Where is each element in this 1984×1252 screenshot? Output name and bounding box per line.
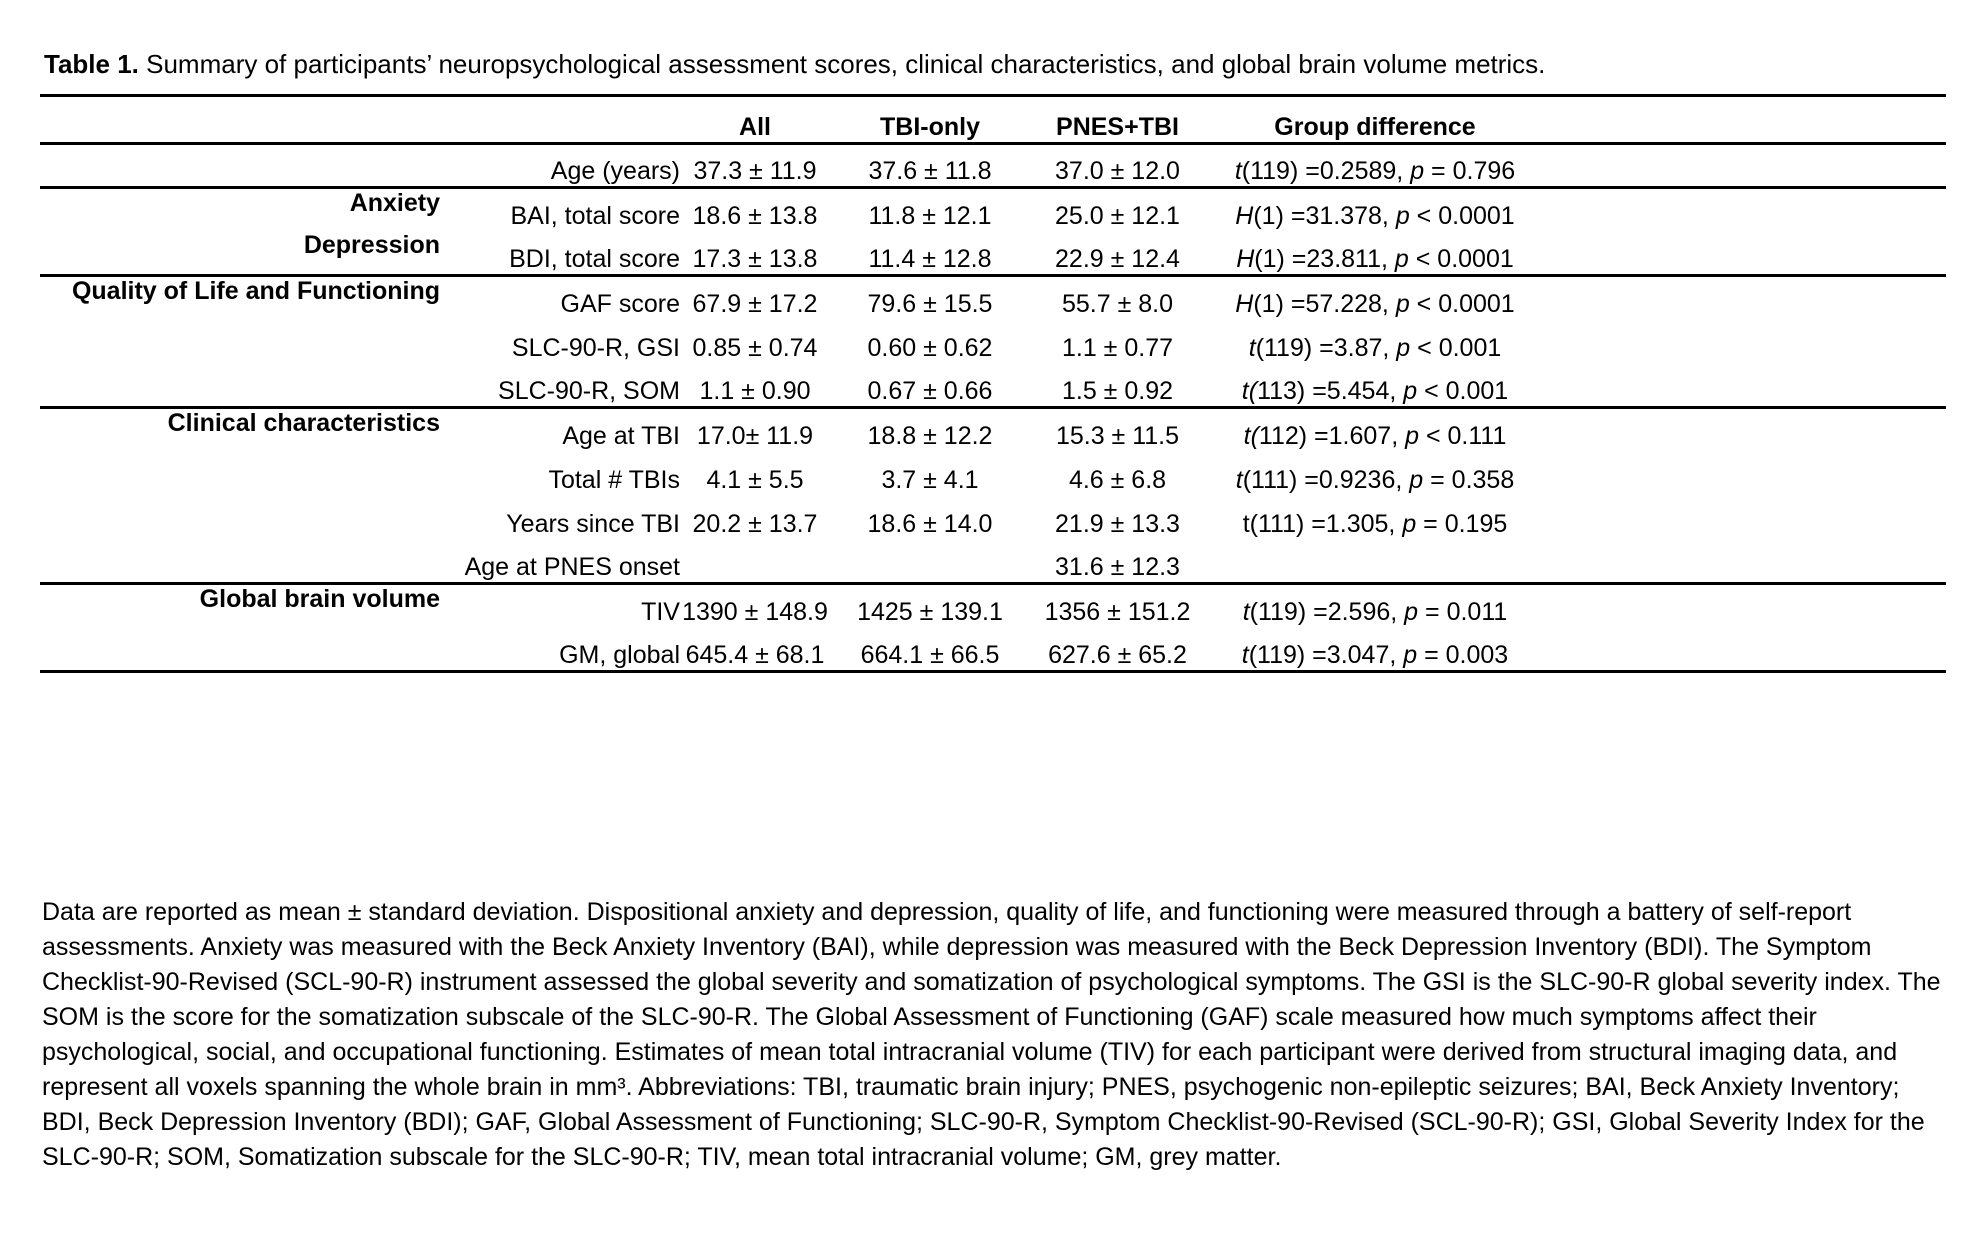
column-header-tbi-only: TBI-only xyxy=(830,95,1030,143)
column-header-row-label xyxy=(440,95,680,143)
stat-text-segment: p xyxy=(1405,422,1420,451)
category-cell xyxy=(40,539,440,583)
value-cell-tbi-only: 0.60 ± 0.62 xyxy=(867,334,993,363)
value-cell-all: 67.9 ± 17.2 xyxy=(692,290,818,319)
row-label-cell: BAI, total score xyxy=(510,202,680,231)
value-cell-all: 20.2 ± 13.7 xyxy=(692,510,818,539)
stat-text-segment: t xyxy=(1242,598,1250,627)
stat-text-segment: t xyxy=(1248,334,1256,363)
stat-text-segment: p xyxy=(1402,510,1417,539)
stat-text-segment: H xyxy=(1236,244,1255,273)
row-label-cell: Years since TBI xyxy=(506,510,680,539)
row-label-cell: GM, global xyxy=(440,627,680,671)
table-caption-label: Table 1. xyxy=(44,49,139,79)
stat-text-segment: p xyxy=(1410,156,1425,185)
row-label-cell: TIV xyxy=(641,598,680,627)
value-cell-tbi-only: 1425 ± 139.1 xyxy=(857,598,1003,627)
table-footnote: Data are reported as mean ± standard deviation. Dispositional anxiety and depression, quality of life, and functioning were measured through a battery of self-report assessments. Anxiety was measured with the Beck Anxiety Inventory (BAI), while depression was measured with the Beck Depression Inventory (BDI). The Symptom Checklist-90-Revised (SCL-90-R) instrument assessed the global severity and somatization of psychological symptoms. The GSI is the SLC-90-R global severity index. The SOM is the score for the somatization subscale of the SLC-90-R. The Global Assessment of Functioning (GAF) scale measured how much symptoms affect their psychological, social, and occupational functioning. Estimates of mean total intracranial volume (TIV) for each participant were derived from structural imaging data, and represent all voxels spanning the whole brain in mm³. Abbreviations: TBI, traumatic brain injury; PNES, psychogenic non-epileptic seizures; BAI, Beck Anxiety Inventory; BDI, Beck Depression Inventory (BDI); GAF, Global Assessment of Functioning; SLC-90-R, Symptom Checklist-90-Revised (SCL-90-R); GSI, Global Severity Index for the SLC-90-R; SOM, Somatization subscale for the SLC-90-R; TIV, mean total intracranial volume; GM, grey matter. xyxy=(42,897,1941,1171)
value-cell-all: 645.4 ± 68.1 xyxy=(680,627,830,671)
stat-text-segment: = 0.011 xyxy=(1418,598,1508,627)
table-body xyxy=(40,143,1946,671)
stat-text-segment: (119) =0.2589, xyxy=(1241,156,1411,185)
stat-text-segment: t( xyxy=(1241,376,1258,405)
column-header-all: All xyxy=(680,95,830,143)
category-cell xyxy=(40,627,440,671)
value-cell-all: 18.6 ± 13.8 xyxy=(692,202,818,231)
stat-text-segment: < 0.111 xyxy=(1419,422,1507,451)
stat-text-segment: p xyxy=(1403,376,1418,405)
stat-text-segment: (1) =23.811, xyxy=(1254,244,1395,273)
table-row xyxy=(40,275,1946,319)
spacer-cell xyxy=(1545,275,1946,319)
group-difference-cell xyxy=(1205,627,1545,671)
table-row xyxy=(40,187,1946,231)
value-cell-all: 1.1 ± 0.90 xyxy=(680,363,830,407)
column-header-spacer xyxy=(1545,95,1946,143)
value-cell-pnes-tbi: 1.1 ± 0.77 xyxy=(1061,334,1174,363)
category-cell: Depression xyxy=(40,231,440,275)
value-cell-tbi-only: 11.4 ± 12.8 xyxy=(830,231,1030,275)
value-cell-pnes-tbi: 55.7 ± 8.0 xyxy=(1061,290,1174,319)
row-label-cell: Total # TBIs xyxy=(548,466,680,495)
stat-text-segment: < 0.0001 xyxy=(1409,202,1515,231)
value-cell-tbi-only xyxy=(830,539,1030,583)
stat-text-segment: H xyxy=(1235,202,1254,231)
category-cell: Clinical characteristics xyxy=(167,408,440,437)
stat-text-segment: = 0.195 xyxy=(1416,510,1508,539)
value-cell-all: 1390 ± 148.9 xyxy=(682,598,828,627)
spacer-cell xyxy=(1545,495,1946,539)
stat-text-segment: p xyxy=(1394,244,1409,273)
stat-text-segment: 112) =1.607, xyxy=(1258,422,1406,451)
group-difference-cell xyxy=(1205,231,1545,275)
value-cell-pnes-tbi: 31.6 ± 12.3 xyxy=(1030,539,1205,583)
value-cell-pnes-tbi: 25.0 ± 12.1 xyxy=(1055,202,1180,231)
group-difference-cell xyxy=(1205,275,1545,319)
spacer-cell xyxy=(1545,583,1946,627)
stat-text-segment: (119) =3.047, xyxy=(1248,640,1404,669)
spacer-cell xyxy=(1545,187,1946,231)
category-cell xyxy=(40,495,440,539)
stat-text-segment: (1) =57.228, xyxy=(1253,290,1396,319)
table-row xyxy=(40,495,1946,539)
stat-text-segment: t( xyxy=(1243,422,1259,451)
column-header-group-difference: Group difference xyxy=(1205,95,1545,143)
table-row xyxy=(40,451,1946,495)
group-difference-cell xyxy=(1205,319,1545,363)
value-cell-pnes-tbi: 15.3 ± 11.5 xyxy=(1055,422,1180,451)
table-caption xyxy=(44,50,1944,80)
value-cell-all: 0.85 ± 0.74 xyxy=(692,334,818,363)
value-cell-tbi-only: 18.8 ± 12.2 xyxy=(867,422,993,451)
value-cell-pnes-tbi: 21.9 ± 13.3 xyxy=(1055,510,1180,539)
stat-text-segment: p xyxy=(1395,202,1410,231)
group-difference-cell xyxy=(1205,143,1545,187)
stat-text-segment: < 0.0001 xyxy=(1409,290,1515,319)
stat-text-segment: p xyxy=(1395,290,1410,319)
group-difference-cell xyxy=(1205,451,1545,495)
row-label-cell: GAF score xyxy=(560,290,680,319)
value-cell-all: 17.3 ± 13.8 xyxy=(680,231,830,275)
stat-text-segment: H xyxy=(1235,290,1254,319)
spacer-cell xyxy=(1545,627,1946,671)
value-cell-all: 17.0± 11.9 xyxy=(696,422,814,451)
stat-text-segment: p xyxy=(1404,598,1419,627)
category-cell xyxy=(40,451,440,495)
value-cell-tbi-only: 3.7 ± 4.1 xyxy=(881,466,979,495)
group-difference-cell xyxy=(1205,583,1545,627)
table-row xyxy=(40,583,1946,627)
value-cell-all: 4.1 ± 5.5 xyxy=(706,466,804,495)
table-row xyxy=(40,539,1946,583)
value-cell-pnes-tbi: 4.6 ± 6.8 xyxy=(1068,466,1167,495)
stat-text-segment: p xyxy=(1396,334,1411,363)
value-cell-pnes-tbi: 22.9 ± 12.4 xyxy=(1030,231,1205,275)
stat-text-segment: t xyxy=(1241,640,1249,669)
stat-text-segment: t xyxy=(1234,156,1242,185)
table-row xyxy=(40,319,1946,363)
value-cell-all xyxy=(680,539,830,583)
stat-text-segment: = 0.358 xyxy=(1423,466,1515,495)
group-difference-cell xyxy=(1205,495,1545,539)
column-header-category xyxy=(40,95,440,143)
spacer-cell xyxy=(1545,363,1946,407)
spacer-cell xyxy=(1545,231,1946,275)
table-row xyxy=(40,407,1946,451)
category-cell xyxy=(40,363,440,407)
stat-text-segment: < 0.0001 xyxy=(1408,244,1514,273)
table-row xyxy=(40,231,1946,275)
stat-text-segment: (1) =31.378, xyxy=(1253,202,1396,231)
table-header-row xyxy=(40,95,1946,143)
category-cell: Anxiety xyxy=(349,188,440,217)
spacer-cell xyxy=(1545,451,1946,495)
table-row xyxy=(40,143,1946,187)
spacer-cell xyxy=(1545,143,1946,187)
group-difference-cell xyxy=(1205,407,1545,451)
table-row xyxy=(40,627,1946,671)
stat-text-segment: < 0.001 xyxy=(1417,376,1509,405)
spacer-cell xyxy=(1545,319,1946,363)
stat-text-segment: p xyxy=(1403,640,1418,669)
stat-text-segment: < 0.001 xyxy=(1410,334,1502,363)
summary-table xyxy=(40,94,1946,673)
stat-text-segment: (119) =2.596, xyxy=(1249,598,1405,627)
table-caption-text: Summary of participants’ neuropsychological assessment scores, clinical characteristics, and global brain volume metrics. xyxy=(138,49,1546,79)
category-cell xyxy=(40,319,440,363)
value-cell-all: 37.3 ± 11.9 xyxy=(680,143,830,187)
row-label-cell: Age (years) xyxy=(440,143,680,187)
row-label-cell: BDI, total score xyxy=(440,231,680,275)
row-label-cell: SLC-90-R, SOM xyxy=(440,363,680,407)
value-cell-tbi-only: 18.6 ± 14.0 xyxy=(867,510,993,539)
value-cell-tbi-only: 79.6 ± 15.5 xyxy=(867,290,993,319)
row-label-cell: Age at TBI xyxy=(562,422,680,451)
group-difference-cell xyxy=(1205,187,1545,231)
stat-text-segment: t(111) =1.305, xyxy=(1242,510,1403,539)
value-cell-tbi-only: 0.67 ± 0.66 xyxy=(830,363,1030,407)
stat-text-segment: t xyxy=(1235,466,1243,495)
spacer-cell xyxy=(1545,407,1946,451)
group-difference-cell xyxy=(1205,363,1545,407)
stat-text-segment: (111) =0.9236, xyxy=(1242,466,1410,495)
stat-text-segment: p xyxy=(1409,466,1424,495)
value-cell-pnes-tbi: 1.5 ± 0.92 xyxy=(1030,363,1205,407)
stat-text-segment: 113) =5.454, xyxy=(1257,376,1404,405)
row-label-cell: SLC-90-R, GSI xyxy=(511,334,680,363)
value-cell-tbi-only: 664.1 ± 66.5 xyxy=(830,627,1030,671)
value-cell-pnes-tbi: 627.6 ± 65.2 xyxy=(1030,627,1205,671)
value-cell-tbi-only: 37.6 ± 11.8 xyxy=(830,143,1030,187)
value-cell-pnes-tbi: 37.0 ± 12.0 xyxy=(1030,143,1205,187)
spacer-cell xyxy=(1545,539,1946,583)
stat-text-segment: = 0.796 xyxy=(1424,156,1516,185)
category-cell: Quality of Life and Functioning xyxy=(71,276,440,305)
category-cell: Global brain volume xyxy=(199,584,440,613)
row-label-cell: Age at PNES onset xyxy=(440,539,680,583)
table-row xyxy=(40,363,1946,407)
value-cell-pnes-tbi: 1356 ± 151.2 xyxy=(1044,598,1191,627)
value-cell-tbi-only: 11.8 ± 12.1 xyxy=(868,202,992,231)
category-cell xyxy=(40,143,440,187)
group-difference-cell xyxy=(1205,539,1545,583)
stat-text-segment: = 0.003 xyxy=(1417,640,1509,669)
stat-text-segment: (119) =3.87, xyxy=(1255,334,1397,363)
column-header-pnes-tbi: PNES+TBI xyxy=(1030,95,1205,143)
